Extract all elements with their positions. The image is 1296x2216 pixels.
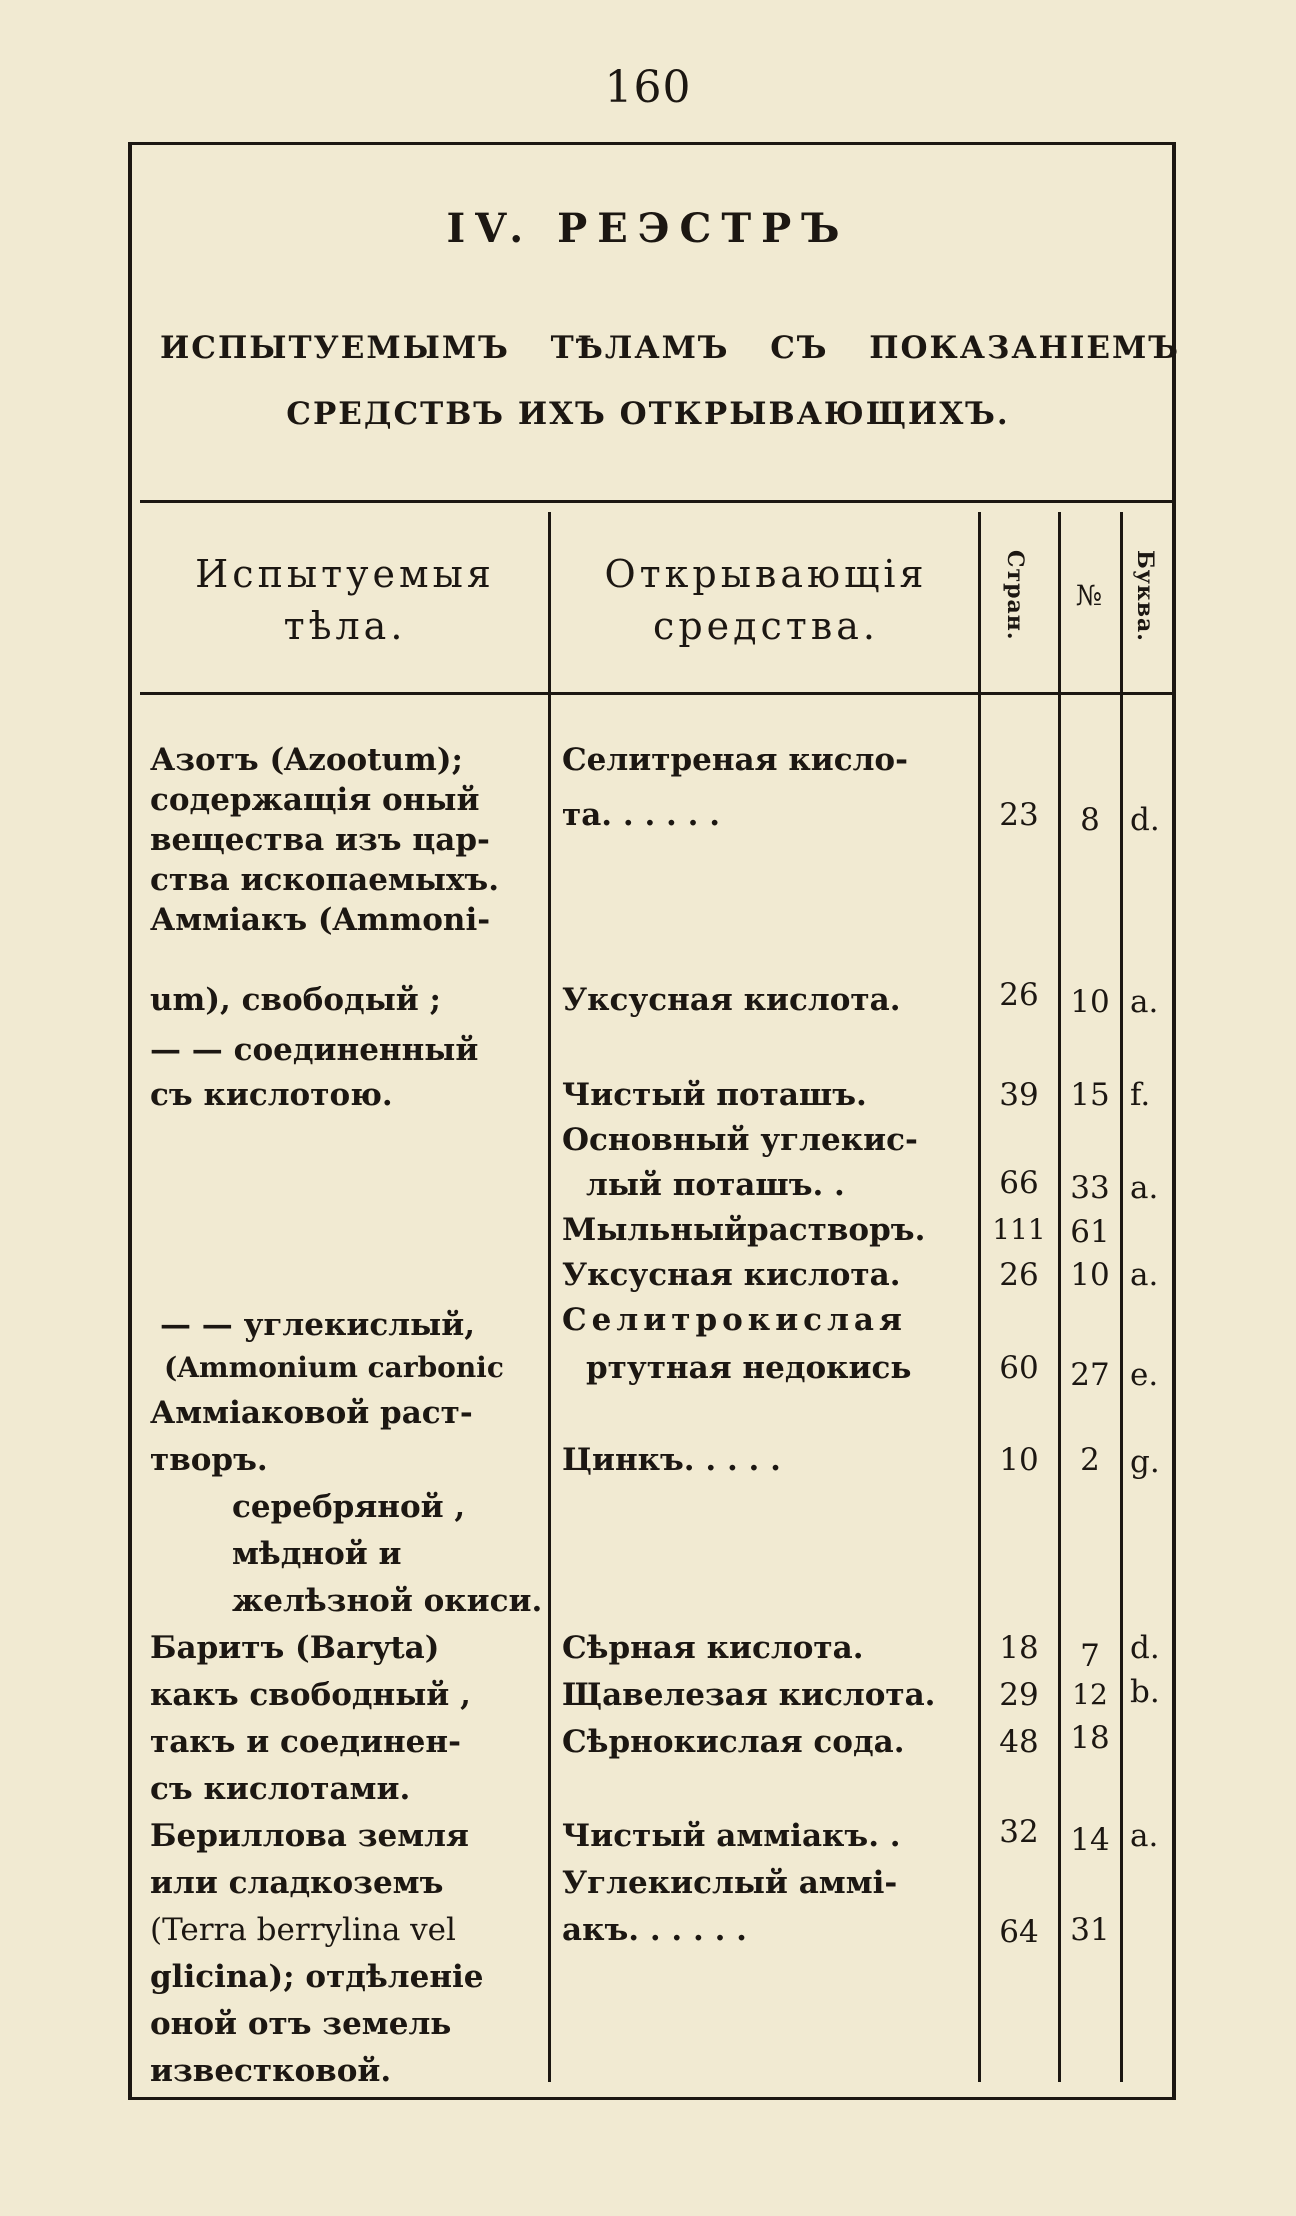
number-ref: 14 [1070,1822,1110,1858]
number-ref: 10 [1070,1257,1110,1293]
number-ref: 8 [1080,802,1100,838]
agent-line: Чистый аммiакъ. . [562,1818,901,1854]
header-page: Стран. [1002,550,1028,641]
letter-ref: a. [1130,1257,1159,1293]
page-ref: 32 [999,1814,1039,1850]
tested-body-line: творъ. [150,1442,268,1478]
number-ref: 27 [1070,1357,1110,1393]
page-ref: 23 [999,797,1039,833]
tested-body-line: оной отъ земель [150,2006,452,2042]
tested-body-line: содержащія оный [150,782,480,818]
letter-ref: a. [1130,984,1159,1020]
register-subtitle-line-1: ИСПЫТУЕМЫМЪ ТѢЛАМЪ СЪ ПОКАЗАНІЕМЪ [160,330,1180,366]
page-ref: 111 [992,1213,1046,1246]
tested-body-line: такъ и соединен- [150,1724,461,1760]
tested-body-line: um), свободый ; [150,982,442,1018]
tested-body-line: Аммiакъ (Ammoni- [150,902,491,938]
agent-line: Селитреная кисло- [562,742,908,778]
column-divider-1 [548,512,551,2082]
letter-ref: f. [1130,1077,1151,1113]
letter-ref: g. [1130,1444,1160,1480]
number-ref: 2 [1080,1442,1100,1478]
tested-body-line: — — соединенный [150,1032,479,1068]
number-ref: 12 [1072,1678,1108,1711]
agent-line: Уксусная кислота. [562,982,901,1018]
tested-body-line: (Terra berrylina vel [150,1912,456,1948]
number-ref: 31 [1070,1912,1110,1948]
agent-line: ртутная недокись [586,1350,912,1386]
agent-line: Чистый поташъ. [562,1077,867,1113]
number-ref: 18 [1070,1720,1110,1756]
tested-body-line: Баритъ (Baryta) [150,1630,440,1666]
agent-line: Сѣрная кислота. [562,1630,864,1666]
header-tested-bodies [150,548,540,652]
page-ref: 10 [999,1442,1039,1478]
letter-ref: a. [1130,1818,1159,1854]
agent-line: та. . . . . . [562,797,721,833]
tested-body-line: желѣзной окиси. [232,1583,543,1619]
column-divider-2 [978,512,981,2082]
header-bottom-rule [140,692,1175,695]
header-top-rule [140,500,1175,503]
number-ref: 7 [1080,1638,1100,1674]
tested-body-line: Бериллова земля [150,1818,469,1854]
tested-body-line: ства ископаемыхъ. [150,862,499,898]
number-ref: 15 [1070,1077,1110,1113]
tested-body-line: glicina); отдѣленіе [150,1959,484,1995]
page-ref: 64 [999,1914,1039,1950]
letter-ref: e. [1130,1357,1159,1393]
number-ref: 10 [1070,984,1110,1020]
agent-line: Мыльныйрастворъ. [562,1212,926,1248]
agent-line: Сѣрнокислая сода. [562,1724,905,1760]
tested-body-line: или сладкоземъ [150,1865,444,1901]
page-ref: 26 [999,1257,1039,1293]
tested-body-line: известковой. [150,2053,392,2089]
number-ref: 61 [1070,1214,1110,1250]
header-revealing-agents-line-1: Открывающія [604,552,928,596]
letter-ref: a. [1130,1170,1159,1206]
agent-line: лый поташъ. . [586,1167,845,1203]
tested-body-line: мѣдной и [232,1536,402,1572]
page-number: 160 [604,62,692,113]
header-tested-bodies-line-2: тѣла. [283,604,407,648]
agent-line: Основный углекис- [562,1122,918,1158]
page-ref: 60 [999,1350,1039,1386]
number-ref: 33 [1070,1170,1110,1206]
page-ref: 29 [999,1677,1039,1713]
tested-body-line: Азотъ (Azootum); [150,742,463,778]
page-ref: 66 [999,1165,1039,1201]
column-divider-3 [1058,512,1061,2082]
header-number: № [1075,579,1107,612]
tested-body-line: какъ свободный , [150,1677,471,1713]
tested-body-line: — — углекислый, [160,1307,475,1343]
tested-body-line: Аммiаковой раст- [150,1395,473,1431]
register-subtitle-line-2: СРЕДСТВЪ ИХЪ ОТКРЫВАЮЩИХЪ. [286,396,1010,432]
letter-ref: d. [1130,802,1160,838]
tested-body-line: вещества изъ цар- [150,822,490,858]
header-revealing-agents-line-2: средства. [653,604,879,648]
tested-body-line: съ кислотою. [150,1077,393,1113]
agent-line: Уксусная кислота. [562,1257,901,1293]
agent-line: Углекислый аммi- [562,1865,898,1901]
agent-line: Щавелезая кислота. [562,1677,936,1713]
column-divider-4 [1120,512,1123,2082]
tested-body-line: серебряной , [232,1489,466,1525]
agent-line: акъ. . . . . . [562,1912,747,1948]
register-title: IV. РЕЭСТРЪ [446,205,850,252]
header-revealing-agents [560,548,972,652]
tested-body-line: съ кислотами. [150,1771,411,1807]
tested-body-line: (Ammonium carbonic [164,1351,504,1384]
header-tested-bodies-line-1: Испытуемыя [195,552,495,596]
page-ref: 18 [999,1630,1039,1666]
page-ref: 39 [999,1077,1039,1113]
agent-line: Цинкъ. . . . . [562,1442,781,1478]
page-ref: 48 [999,1724,1039,1760]
page-ref: 26 [999,977,1039,1013]
letter-ref: d. [1130,1630,1160,1666]
letter-ref: b. [1130,1674,1160,1710]
agent-line: Селитрокислая [562,1302,907,1338]
header-letter: Буква. [1132,550,1158,642]
